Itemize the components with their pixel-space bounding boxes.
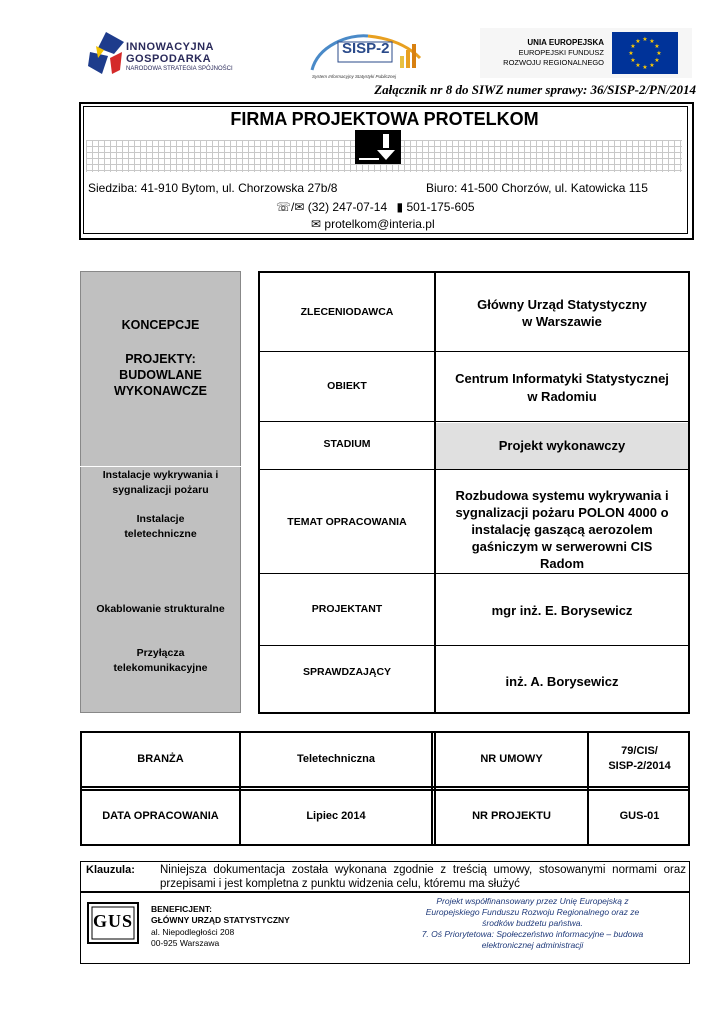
email-icon: ✉ <box>311 217 322 231</box>
eu-line3: ROZWOJU REGIONALNEGO <box>503 58 604 67</box>
firm-title: FIRMA PROJEKTOWA PROTELKOM <box>230 109 539 129</box>
firm-mobile: 501-175-605 <box>406 200 475 214</box>
side-panel <box>80 271 241 713</box>
client-value-line1: Główny Urząd Statystyczny <box>477 297 647 312</box>
stage-label: STADIUM <box>323 438 371 450</box>
contract-value-line2: SISP-2/2014 <box>608 760 671 772</box>
clause-text: Niniejsza dokumentacja została wykonana zgodnie z treścią umowy, stosowanymi normami oraz przepisami i jest kompletna z punktu widzenia celu, któremu ma służyć <box>160 864 686 890</box>
phone-fax-icon: ☏/✉ <box>276 200 305 214</box>
object-value-line2: w Radomiu <box>527 389 597 404</box>
topic-value-line2: sygnalizacji pożaru POLON 4000 o <box>455 505 669 520</box>
telecom-connections-line2: telekomunikacyjne <box>113 662 208 674</box>
beneficiary-street: al. Niepodległości 208 <box>151 927 235 937</box>
svg-text:★: ★ <box>642 36 648 43</box>
clause-divider <box>80 891 690 893</box>
svg-text:★: ★ <box>635 38 641 45</box>
contract-value-line1: 79/CIS/ <box>621 745 658 757</box>
firm-seat: Siedziba: 41-910 Bytom, ul. Chorzowska 27b/8 <box>88 181 338 195</box>
client-value-line2: w Warszawie <box>522 314 602 329</box>
clause-label: Klauzula: <box>86 864 135 876</box>
cofinance-line5: elektronicznej administracji <box>481 940 584 950</box>
stage-value: Projekt wykonawczy <box>498 438 626 453</box>
beneficiary-name: GŁÓWNY URZĄD STATYSTYCZNY <box>151 915 290 925</box>
topic-value-line1: Rozbudowa systemu wykrywania i <box>455 488 669 503</box>
innowacyjna-gospodarka-logo <box>86 30 126 78</box>
date-value: Lipiec 2014 <box>306 810 366 822</box>
attachment-line: Załącznik nr 8 do SIWZ numer sprawy: 36/SISP-2/PN/2014 <box>374 82 696 97</box>
fire-install-line1: Instalacje wykrywania i <box>102 469 219 481</box>
table-row-divider <box>260 645 688 646</box>
svg-text:★: ★ <box>635 62 641 69</box>
svg-text:★: ★ <box>630 57 636 64</box>
contract-label: NR UMOWY <box>480 753 543 765</box>
branch-label: BRANŻA <box>137 753 184 765</box>
tele-install-line2: teletechniczne <box>124 528 197 540</box>
svg-text:★: ★ <box>630 43 636 50</box>
cofinance-line3: środków budżetu państwa. <box>482 918 583 928</box>
sisp-logo-text: SISP-2 <box>342 40 390 57</box>
eu-flag-icon <box>612 32 678 74</box>
cofinance-line4: 7. Oś Priorytetowa: Społeczeństwo informacyjne – budowa <box>421 929 644 939</box>
svg-text:★: ★ <box>654 57 660 64</box>
table-row-divider <box>82 789 688 791</box>
telecom-connections-line1: Przyłącza <box>136 647 185 659</box>
table-row-divider <box>260 469 688 470</box>
svg-text:★: ★ <box>642 64 648 71</box>
topic-value-line4: gaśniczym w serwerowni CIS <box>471 539 653 554</box>
firm-office: Biuro: 41-500 Chorzów, ul. Katowicka 115 <box>426 181 648 195</box>
client-label: ZLECENIODAWCA <box>300 306 394 318</box>
eu-line1: UNIA EUROPEJSKA <box>527 38 604 47</box>
object-value-line1: Centrum Informatyki Statystycznej <box>455 371 669 386</box>
projects-executive: WYKONAWCZE <box>113 384 208 398</box>
table-row-divider <box>82 786 688 788</box>
ig-line3: NARODOWA STRATEGIA SPÓJNOŚCI <box>126 66 233 72</box>
checker-value: inż. A. Borysewicz <box>505 674 619 689</box>
topic-value-line3: instalację gaszącą aerozolem <box>471 522 653 537</box>
sisp-subtitle: System Informacyjny Statystyki Publicznej <box>312 74 397 79</box>
project-number-value: GUS-01 <box>619 810 660 822</box>
topic-value-line5: Radom <box>539 556 585 571</box>
projects-building: BUDOWLANE <box>119 368 202 382</box>
svg-text:★: ★ <box>628 50 634 57</box>
firm-email: protelkom@interia.pl <box>324 217 435 231</box>
svg-text:★: ★ <box>656 50 662 57</box>
firm-phone: (32) 247-07-14 <box>307 200 388 214</box>
branch-value: Teletechniczna <box>296 753 376 765</box>
beneficiary-label: BENEFICJENT: <box>151 904 212 914</box>
svg-text:★: ★ <box>654 43 660 50</box>
beneficiary-city: 00-925 Warszawa <box>151 938 220 948</box>
svg-text:★: ★ <box>649 62 655 69</box>
mobile-icon: ▮ <box>396 200 404 214</box>
fire-install-line2: sygnalizacji pożaru <box>112 484 209 496</box>
topic-label: TEMAT OPRACOWANIA <box>287 516 407 528</box>
svg-text:★: ★ <box>649 38 655 45</box>
date-label: DATA OPRACOWANIA <box>102 810 219 822</box>
firm-phone-line <box>276 200 475 214</box>
project-number-label: NR PROJEKTU <box>472 810 551 822</box>
cofinance-note <box>380 896 685 951</box>
firm-email-line <box>311 217 435 231</box>
contract-info-table <box>80 731 690 846</box>
projects-label: PROJEKTY: <box>125 352 196 366</box>
protelkom-logo <box>355 130 401 164</box>
structured-cabling: Okablowanie strukturalne <box>96 603 225 615</box>
cofinance-line1: Projekt współfinansowany przez Unię Europejską z <box>436 896 629 906</box>
cofinance-line2: Europejskiego Funduszu Rozwoju Regionalnego oraz ze <box>425 907 640 917</box>
table-row-divider <box>260 351 688 352</box>
gus-logo-text: GUS <box>92 911 133 931</box>
eu-line2: EUROPEJSKI FUNDUSZ <box>518 48 604 57</box>
project-info-table <box>258 271 690 714</box>
table-row-divider <box>260 421 688 422</box>
checker-label: SPRAWDZAJĄCY <box>302 666 392 678</box>
side-panel-divider <box>80 466 241 467</box>
designer-value: mgr inż. E. Borysewicz <box>491 603 633 618</box>
ig-line2: GOSPODARKA <box>126 53 212 65</box>
ig-line1: INNOWACYJNA <box>126 41 215 53</box>
concepts-label: KONCEPCJE <box>121 318 200 332</box>
object-label: OBIEKT <box>327 380 367 392</box>
tele-install-line1: Instalacje <box>136 513 185 525</box>
table-row-divider <box>260 573 688 574</box>
designer-label: PROJEKTANT <box>311 603 383 615</box>
